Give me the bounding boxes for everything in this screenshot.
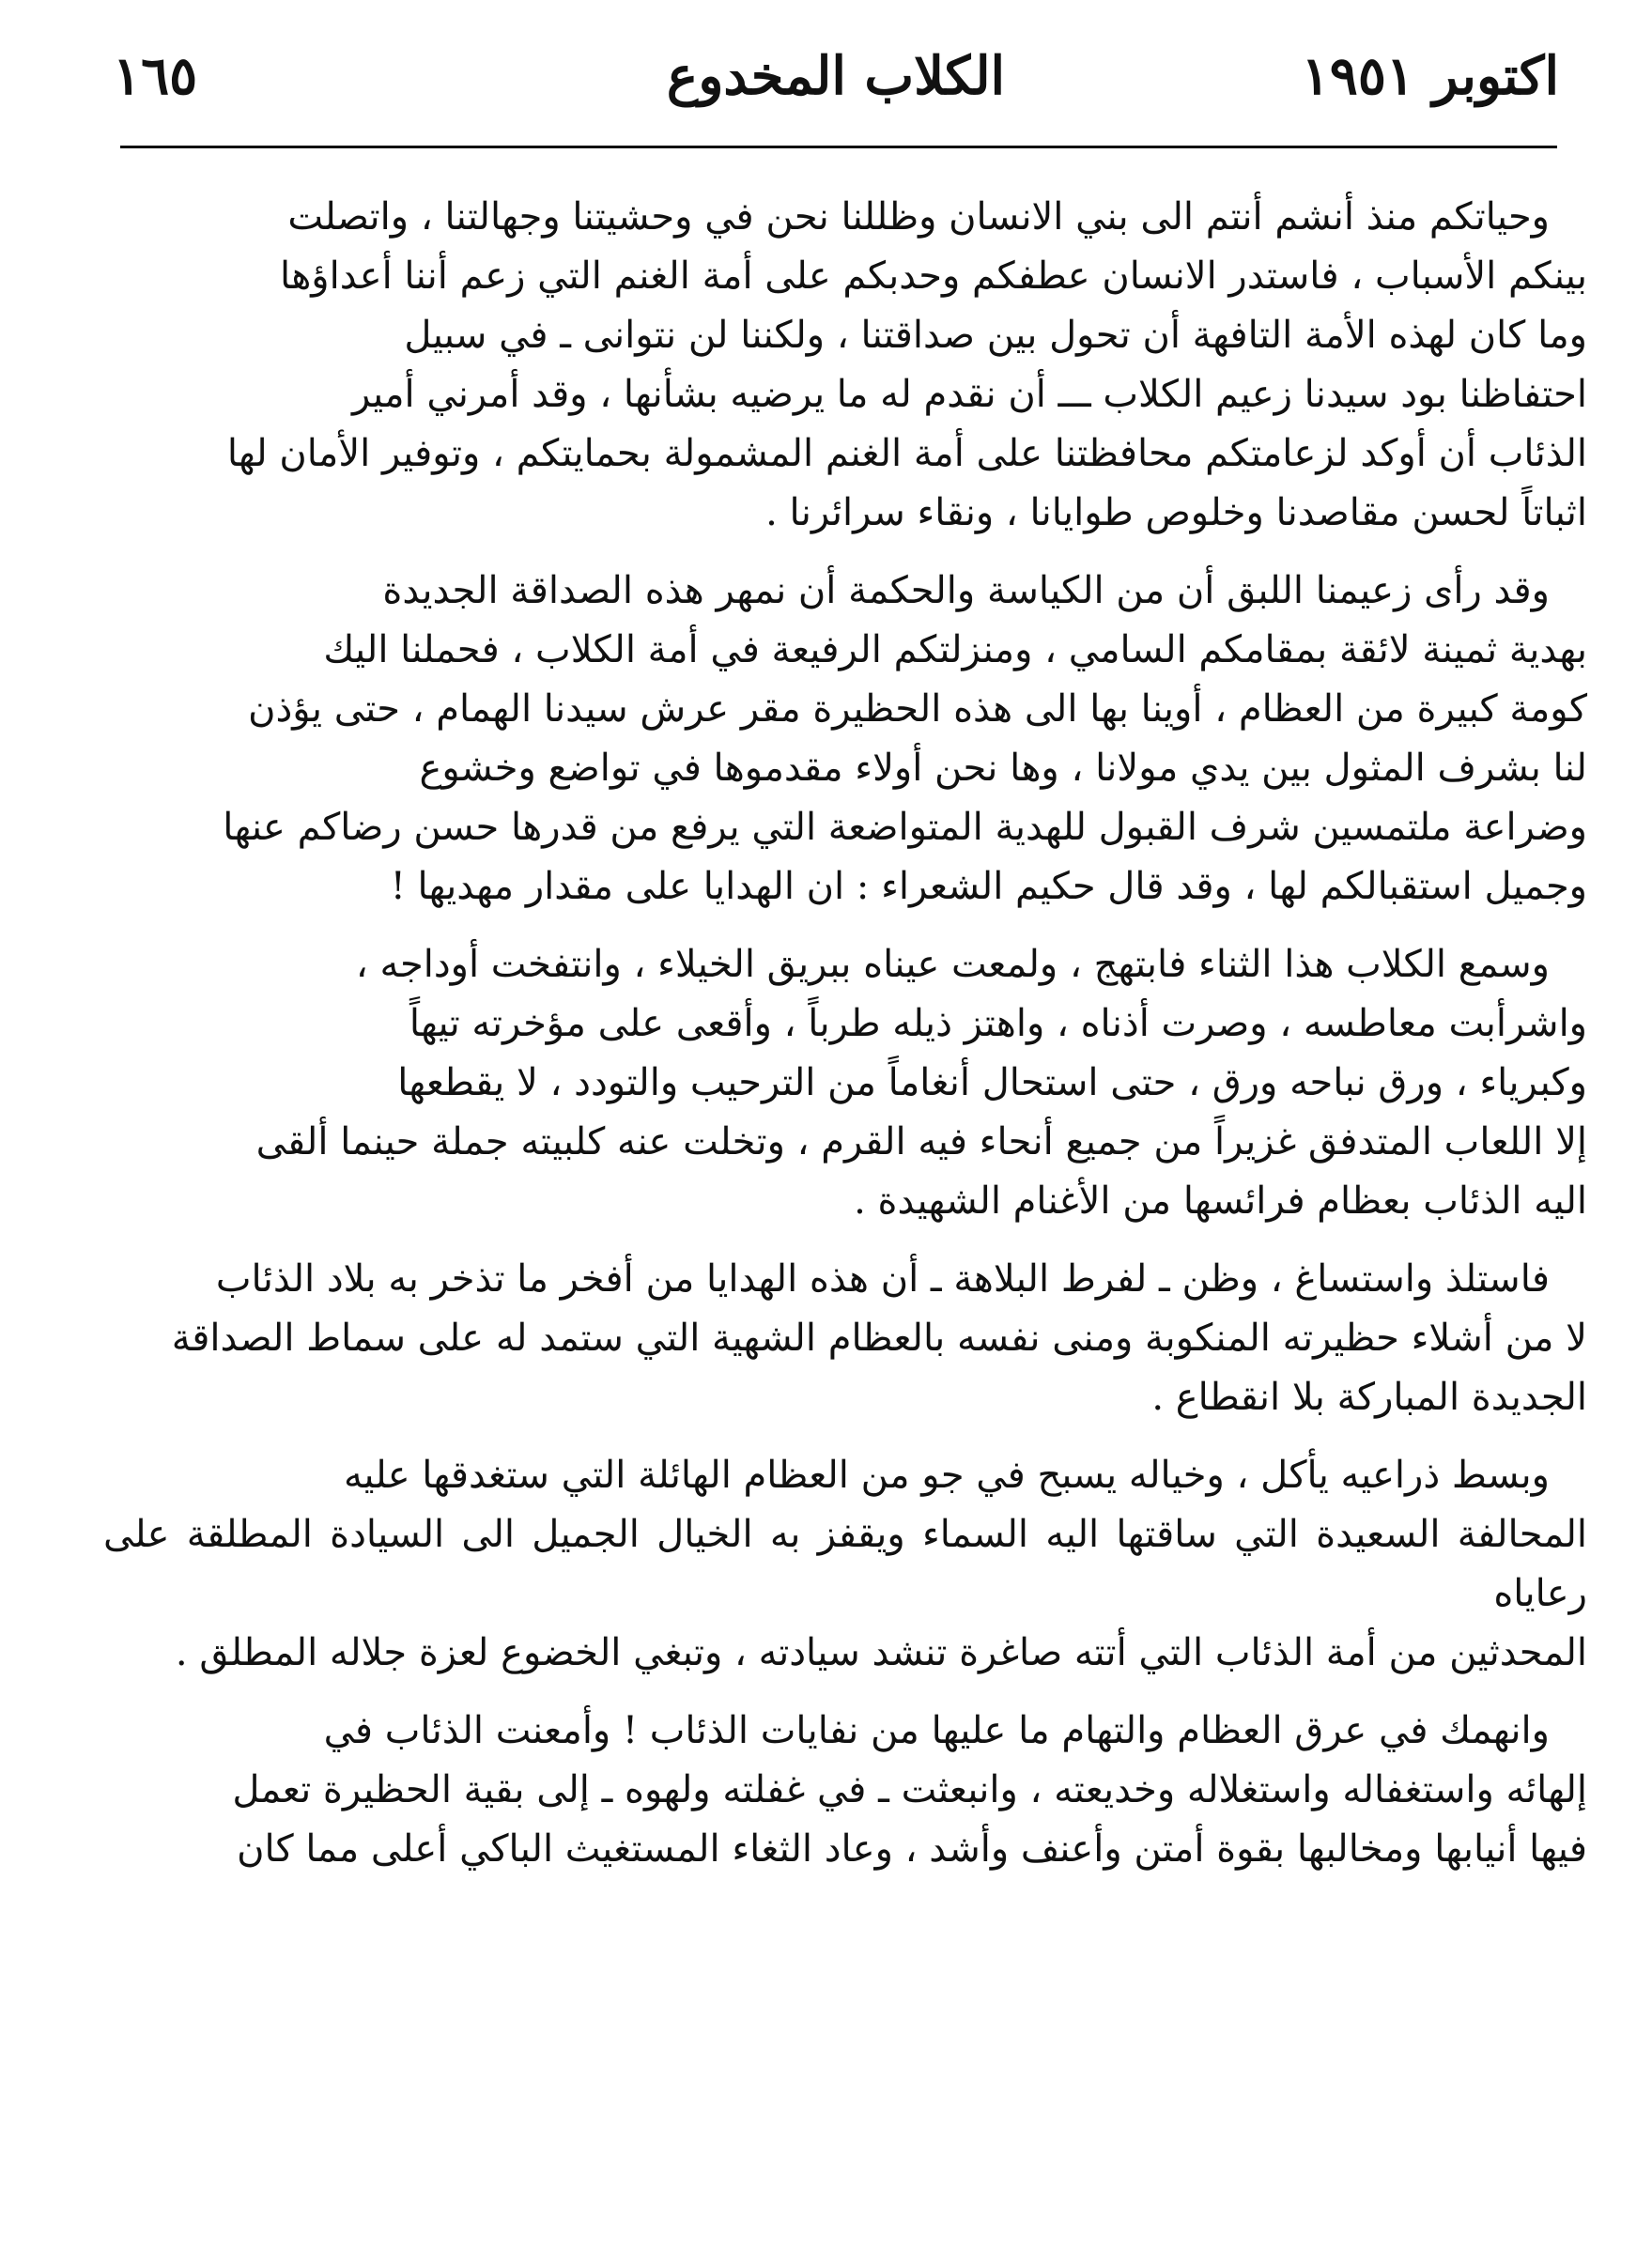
paragraph: وحياتكم منذ أنشم أنتم الى بني الانسان وظللنا نحن في وحشيتنا وجهالتنا ، واتصلت بينكم الأسباب ، فاستدر الانسان عطفكم وحدبكم على أمة الغنم التي زعم أننا أعداؤها وما كان لهذه الأمة التافهة أن تحول بين صداقتنا ، ولكننا لن نتوانى ـ في سبيل احتفاظنا بود سيدنا زعيم الكلاب ـــ أن نقدم له ما يرضيه بشأنها ، وقد أمرني أمير الذئاب أن أوكد لزعامتكم محافظتنا على أمة الغنم المشمولة بحمايتكم ، وتوفير الأمان لها اثباتاً لحسن مقاصدنا وخلوص طوايانا ، ونقاء سرائرنا . xyxy=(226,195,1587,534)
header-divider xyxy=(120,146,1557,148)
paragraph: وانهمك في عرق العظام والتهام ما عليها من نفايات الذئاب ! وأمعنت الذئاب في إلهائه واستغفاله واستغلاله وخديعته ، وانبعثت ـ في غفلته ولهوه ـ إلى بقية الحظيرة تعمل فيها أنيابها ومخالبها بقوة أمتن وأعنف وأشد ، وعاد الثغاء المستغيث الباكي أعلى مما كان xyxy=(232,1709,1587,1871)
body-text xyxy=(103,188,1587,1898)
running-header xyxy=(113,28,1559,131)
header-date: اكتوبر ١٩٥١ xyxy=(1301,45,1559,107)
header-title: الكلاب المخدوع xyxy=(666,45,1006,107)
paragraph: وبسط ذراعيه يأكل ، وخياله يسبح في جو من العظام الهائلة التي ستغدقها عليه المحالفة السعيدة التي ساقتها اليه السماء ويقفز به الخيال الجميل الى السيادة المطلقة على رعاياه المحدثين من أمة الذئاب التي أتته صاغرة تنشد سيادته ، وتبغي الخضوع لعزة جلاله المطلق . xyxy=(103,1454,1587,1674)
paragraph: وقد رأى زعيمنا اللبق أن من الكياسة والحكمة أن نمهر هذه الصداقة الجديدة بهدية ثمينة لائقة بمقامكم السامي ، ومنزلتكم الرفيعة في أمة الكلاب ، فحملنا اليك كومة كبيرة من العظام ، أوينا بها الى هذه الحظيرة مقر عرش سيدنا الهمام ، حتى يؤذن لنا بشرف المثول بين يدي مولانا ، وها نحن أولاء مقدموها في تواضع وخشوع وضراعة ملتمسين شرف القبول للهدية المتواضعة التي يرفع من قدرها حسن رضاكم عنها وجميل استقبالكم لها ، وقد قال حكيم الشعراء : ان الهدايا على مقدار مهديها ! xyxy=(223,569,1587,908)
paragraph: وسمع الكلاب هذا الثناء فابتهج ، ولمعت عيناه ببريق الخيلاء ، وانتفخت أوداجه ، واشرأبت معاطسه ، وصرت أذناه ، واهتز ذيله طرباً ، وأقعى على مؤخرته تيهاً وكبرياء ، ورق نباحه ورق ، حتى استحال أنغاماً من الترحيب والتودد ، لا يقطعها إلا اللعاب المتدفق غزيراً من جميع أنحاء فيه القرم ، وتخلت عنه كلبيته جملة حينما ألقى اليه الذئاب بعظام فرائسها من الأغنام الشهيدة . xyxy=(255,943,1587,1223)
paragraph: فاستلذ واستساغ ، وظن ـ لفرط البلاهة ـ أن هذه الهدايا من أفخر ما تذخر به بلاد الذئاب لا من أشلاء حظيرته المنكوبة ومنى نفسه بالعظام الشهية التي ستمد له على سماط الصداقة الجديدة المباركة بلا انقطاع . xyxy=(171,1257,1587,1419)
page-number: ١٦٥ xyxy=(113,45,198,107)
